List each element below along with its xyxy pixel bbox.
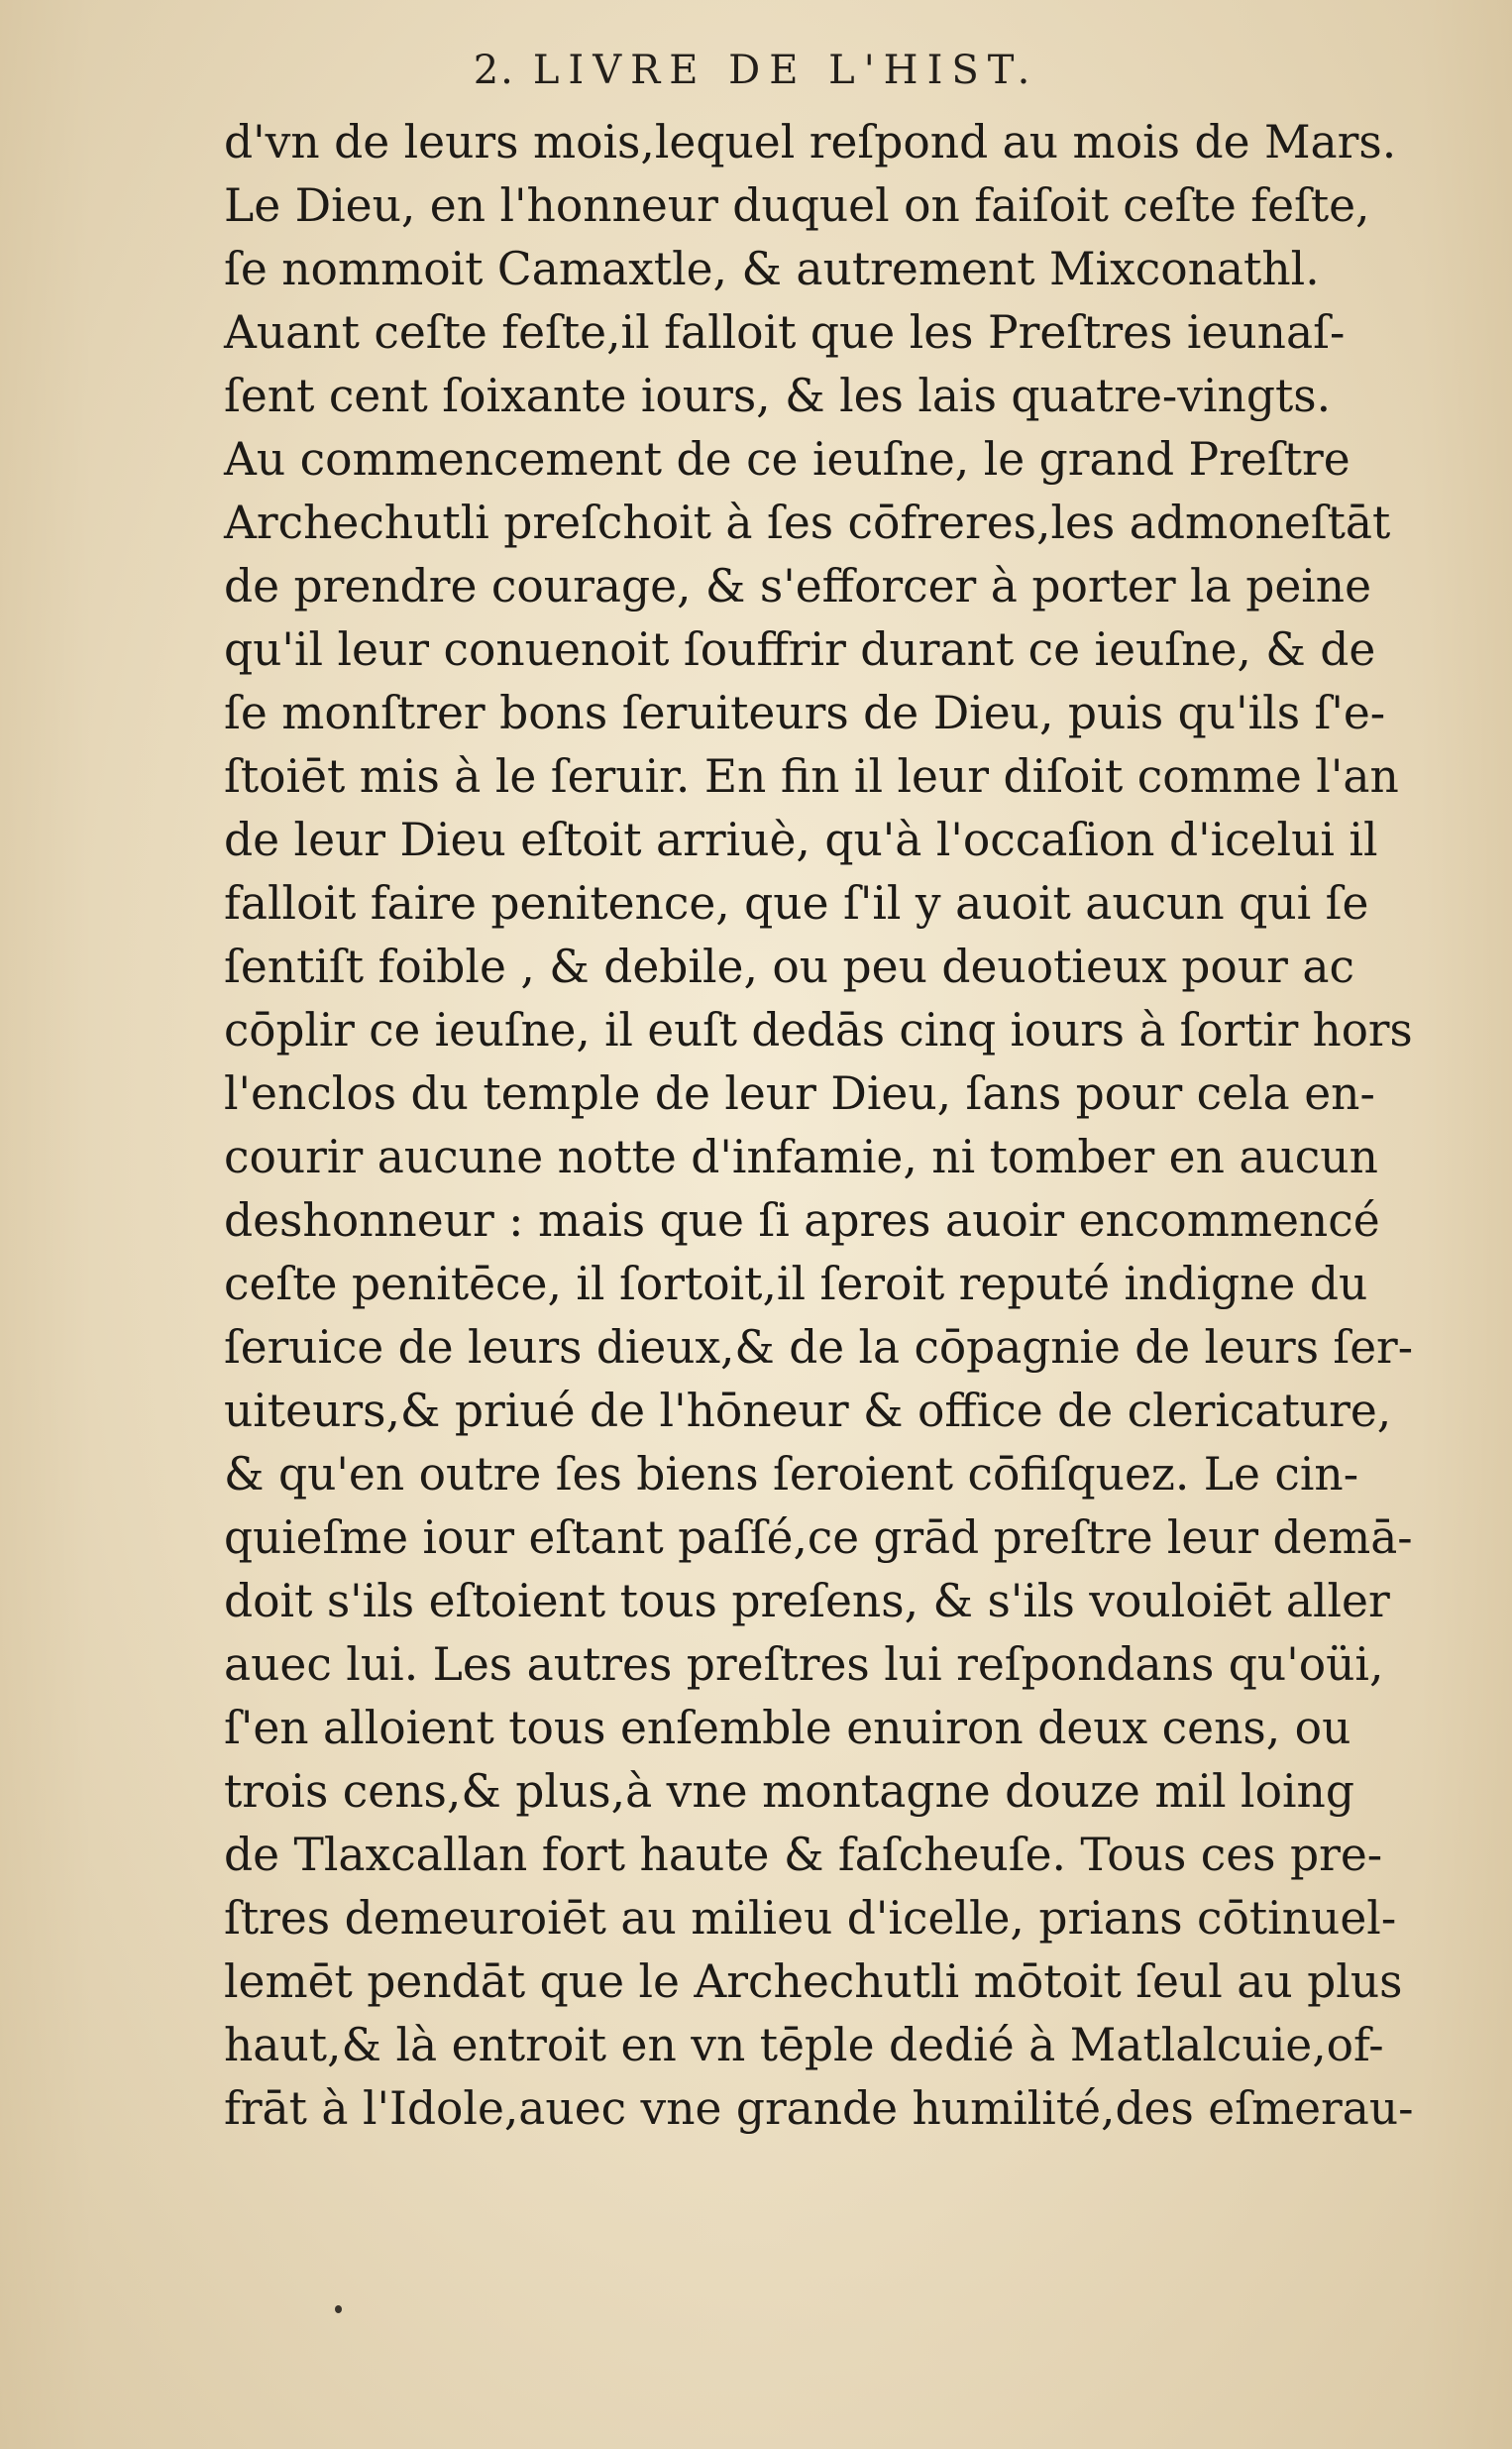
text-line: de Tlaxcallan fort haute & faſcheuſe. Tous ces pre- [224,1829,1383,1881]
text-line: Archechutli preſchoit à ſes cōfreres,les admoneſtāt [224,497,1391,549]
text-line: ſent cent ſoixante iours, & les lais quatre-vingts. [224,370,1332,422]
text-line: quieſme iour eſtant paſſé,ce grād preſtre leur demā- [224,1511,1413,1564]
text-line: ceſte penitēce, il ſortoit,il ſeroit reputé indigne du [224,1258,1368,1310]
text-line: haut,& là entroit en vn tēple dedié à Matlalcuie,of- [224,2019,1384,2071]
text-line: Auant ceſte feſte,il falloit que les Preſtres ieunaſ- [224,306,1346,359]
text-line: frāt à l'Idole,auec vne grande humilité,des eſmerau- [224,2082,1414,2135]
text-line: ſtres demeuroiēt au milieu d'icelle, prians cōtinuel- [224,1892,1397,1945]
running-title: LIVRE DE L'HIST. [532,48,1039,93]
text-line: & qu'en outre ſes biens ſeroient cōfiſquez. Le cin- [224,1448,1359,1501]
text-line: auec lui. Les autres preſtres lui reſpondans qu'oüi, [224,1638,1384,1691]
text-line: qu'il leur conuenoit ſouffrir durant ce ieuſne, & de [224,623,1376,676]
text-line: d'vn de leurs mois,lequel reſpond au mois de Mars. [224,116,1397,168]
text-line: Le Dieu, en l'honneur duquel on faiſoit ceſte feſte, [224,179,1370,232]
text-line: falloit faire penitence, que ſ'il y auoit aucun qui ſe [224,877,1369,930]
text-line: doit s'ils eſtoient tous preſens, & s'ils vouloiēt aller [224,1575,1390,1627]
text-line: ſe nommoit Camaxtle, & autrement Mixconathl. [224,243,1320,295]
text-line: ſe monſtrer bons ſeruiteurs de Dieu, puis qu'ils ſ'e- [224,687,1386,739]
text-line: l'enclos du temple de leur Dieu, ſans pour cela en- [224,1067,1375,1120]
text-line: trois cens,& plus,à vne montagne douze mil loing [224,1765,1354,1818]
body-text [224,111,1413,2141]
text-line: de prendre courage, & s'efforcer à porter la peine [224,560,1372,612]
text-line: courir aucune notte d'infamie, ni tomber en aucun [224,1131,1378,1183]
text-line: de leur Dieu eſtoit arriuè, qu'à l'occaſion d'icelui il [224,814,1378,866]
page-number: 2. [473,48,515,93]
text-line: ſtoiēt mis à le ſeruir. En fin il leur diſoit comme l'an [224,750,1399,803]
ink-speck [335,2305,342,2313]
text-line: uiteurs,& priué de l'hōneur & office de clericature, [224,1385,1392,1437]
text-line: deshonneur : mais que ſi apres auoir encommencé [224,1194,1380,1247]
text-line: Au commencement de ce ieuſne, le grand Preſtre [224,433,1350,486]
text-line: cōplir ce ieuſne, il euſt dedās cinq iours à ſortir hors [224,1004,1413,1057]
text-line: lemēt pendāt que le Archechutli mōtoit ſeul au plus [224,1955,1403,2008]
running-header [0,48,1512,93]
text-line: ſeruice de leurs dieux,& de la cōpagnie de leurs ſer- [224,1321,1414,1374]
text-line: ſ'en alloient tous enſemble enuiron deux cens, ou [224,1702,1351,1754]
text-line: ſentiſt foible , & debile, ou peu deuotieux pour ac [224,941,1354,993]
